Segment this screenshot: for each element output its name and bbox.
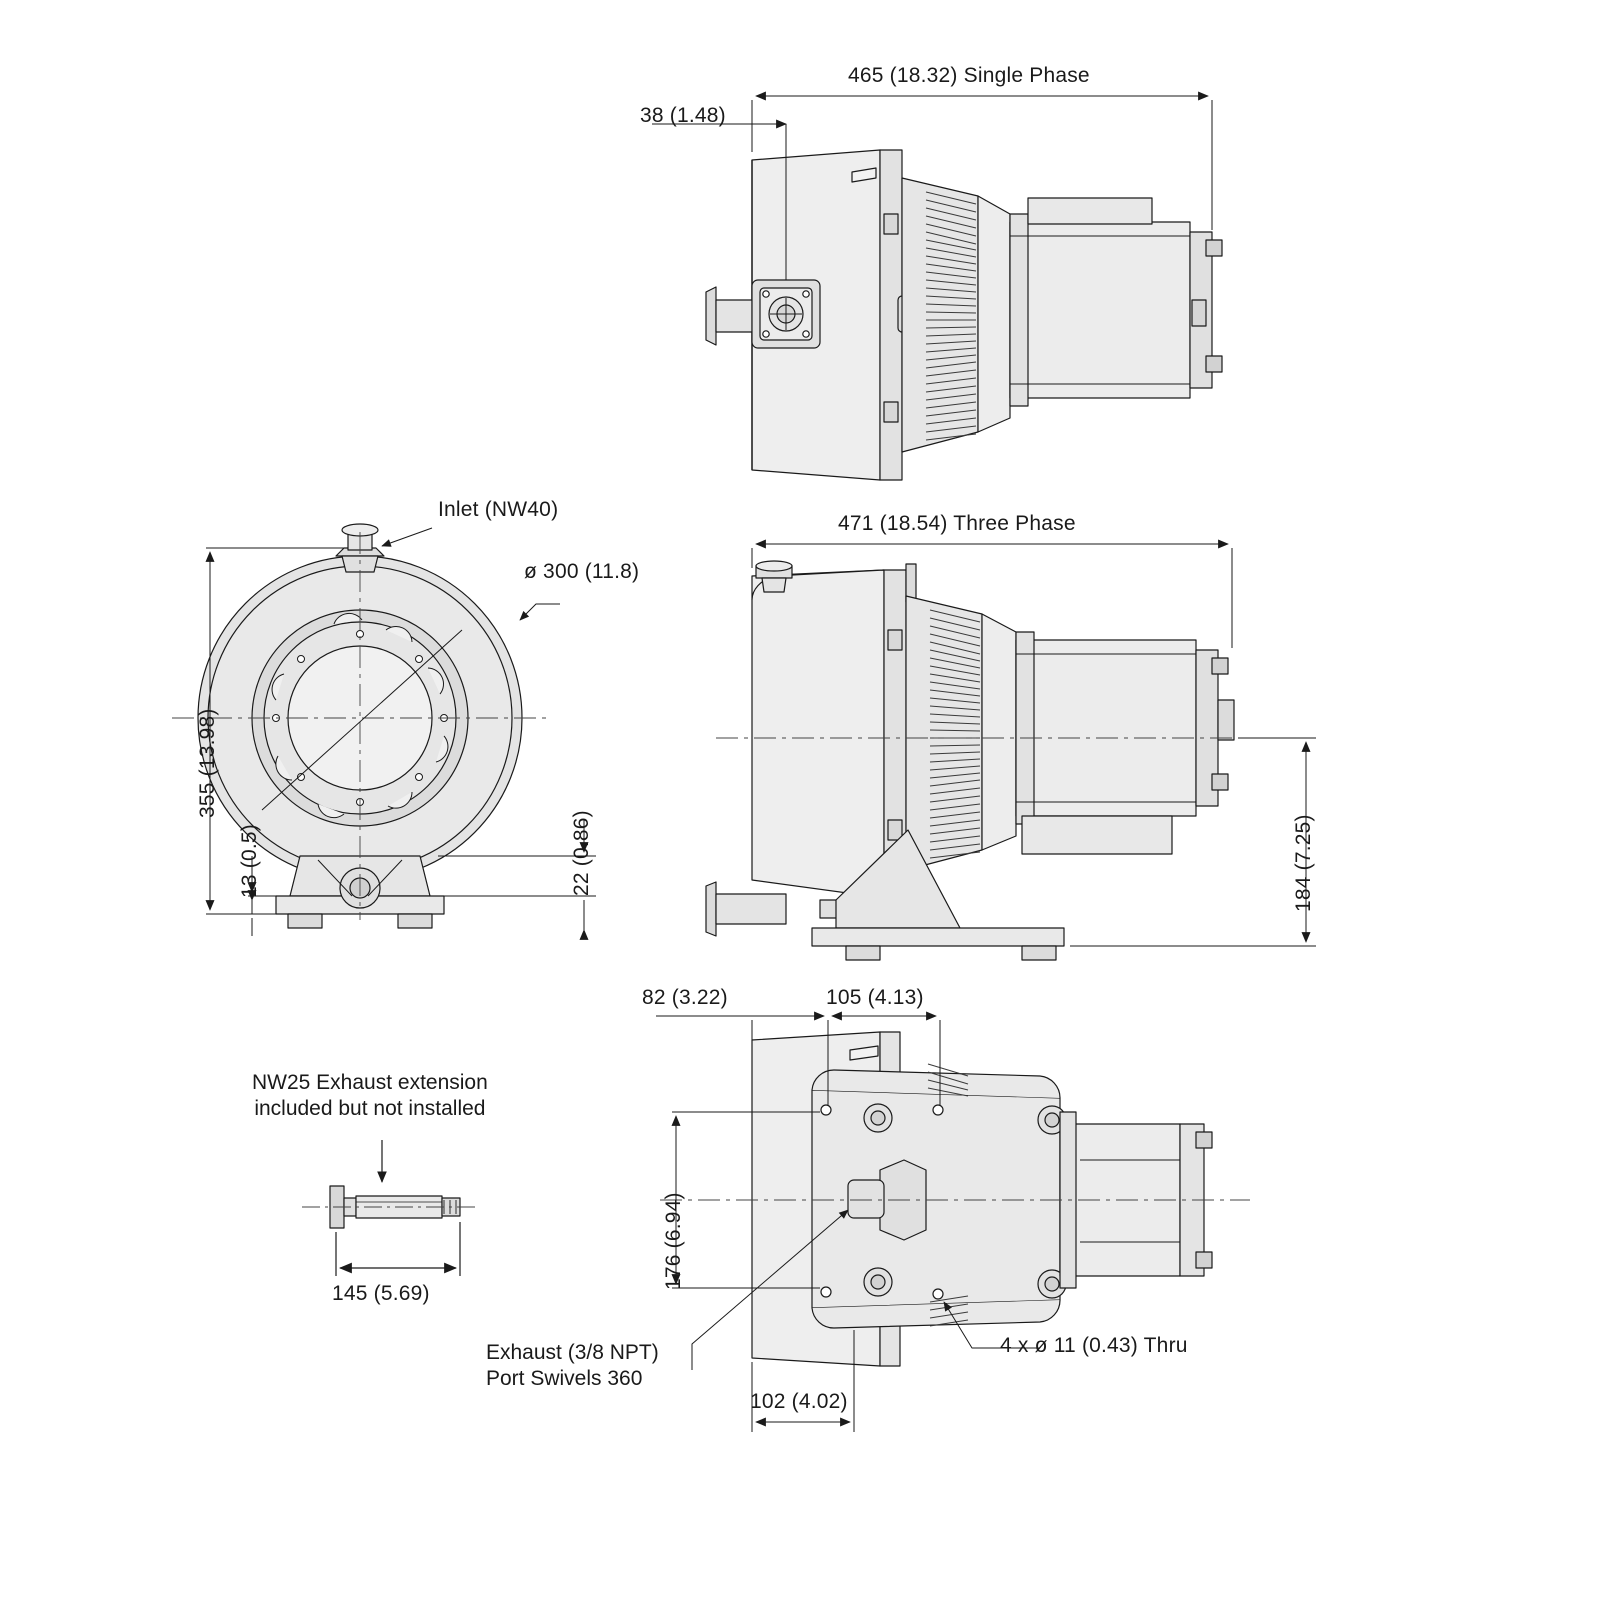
dim-label-82: 82 (3.22) — [642, 986, 728, 1009]
dim-label-355: 355 (13.98) — [196, 708, 219, 818]
dim-label-465-single-phase: 465 (18.32) Single Phase — [848, 64, 1090, 87]
dim-label-176: 176 (6.94) — [662, 1192, 685, 1290]
callout-inlet: Inlet (NW40) — [438, 498, 559, 521]
view-single-phase-side — [706, 150, 1222, 480]
note-exhaust-extension — [252, 1070, 488, 1122]
callout-exhaust-line1: Exhaust (3/8 NPT) — [486, 1341, 659, 1364]
dim-label-13: 13 (0.5) — [238, 824, 261, 898]
view-exhaust-extension — [302, 1140, 480, 1276]
dim-label-102: 102 (4.02) — [750, 1390, 848, 1413]
note-exhaust-extension-line1: NW25 Exhaust extension — [252, 1071, 488, 1094]
callout-exhaust — [486, 1340, 659, 1392]
dim-label-38: 38 (1.48) — [640, 104, 726, 127]
dim-label-22: 22 (0.86) — [570, 810, 593, 896]
view-rear — [660, 1032, 1250, 1366]
callout-thru-holes: 4 x ø 11 (0.43) Thru — [1000, 1334, 1188, 1357]
dim-label-184: 184 (7.25) — [1292, 814, 1315, 912]
dim-label-diameter-300: ø 300 (11.8) — [524, 560, 640, 583]
view-front — [172, 524, 548, 928]
view-three-phase-side — [706, 561, 1270, 960]
dim-label-145: 145 (5.69) — [332, 1282, 430, 1305]
note-exhaust-extension-line2: included but not installed — [254, 1097, 486, 1120]
dim-label-105: 105 (4.13) — [826, 986, 924, 1009]
dim-label-471-three-phase: 471 (18.54) Three Phase — [838, 512, 1076, 535]
callout-exhaust-line2: Port Swivels 360 — [486, 1367, 643, 1390]
